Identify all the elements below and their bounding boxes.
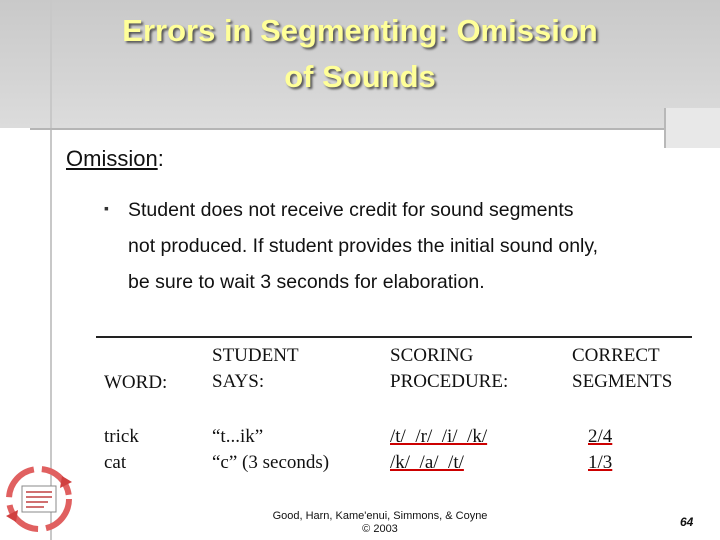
header-word: WORD:	[104, 372, 168, 393]
title-line-1: Errors in Segmenting: Omission	[122, 13, 598, 48]
header-student-line-1: STUDENT	[212, 345, 299, 366]
row-2-correct: 1/3	[588, 452, 613, 473]
bullet-line-3: be sure to wait 3 seconds for elaboration.	[128, 271, 485, 293]
bullet-line-1: Student does not receive credit for sound segments	[128, 199, 574, 221]
row-1-word: trick	[104, 426, 139, 447]
row-2-word: cat	[104, 452, 127, 473]
table-top-rule	[96, 336, 692, 338]
row-2-student-says: “c” (3 seconds)	[212, 452, 330, 473]
header-correct-line-2: SEGMENTS	[572, 371, 673, 392]
header-scoring-line-2: PROCEDURE:	[390, 371, 509, 392]
title-line-2: of Sounds	[284, 59, 436, 94]
heading	[66, 146, 164, 172]
heading-word: Omission	[66, 146, 158, 171]
footer-credit-line-1: Good, Harn, Kame'enui, Simmons, & Coyne	[272, 510, 488, 522]
decorative-vertical-line	[50, 0, 52, 540]
footer-credit	[250, 510, 510, 536]
bullet-text	[128, 192, 718, 300]
row-1-correct: 2/4	[588, 426, 613, 447]
footer-credit-line-2: © 2003	[362, 523, 398, 535]
header-correct	[572, 343, 672, 395]
header-student	[212, 343, 299, 395]
bullet-square-icon: ▪	[104, 200, 109, 216]
bullet-line-2: not produced. If student provides the initial sound only,	[128, 235, 599, 257]
heading-colon: :	[157, 146, 164, 171]
row-1-procedure: /t/ /r/ /i/ /k/	[390, 426, 488, 447]
circular-arrows-logo-icon	[2, 462, 76, 536]
row-2-procedure: /k/ /a/ /t/	[390, 452, 464, 473]
row-1-student-says: “t...ik”	[212, 426, 264, 447]
page-number: 64	[680, 515, 694, 529]
header-scoring	[390, 343, 508, 395]
slide-title	[60, 8, 660, 100]
decorative-horizontal-line	[30, 128, 670, 130]
header-correct-line-1: CORRECT	[572, 345, 660, 366]
header-scoring-line-1: SCORING	[390, 345, 474, 366]
decorative-corner-block	[664, 108, 720, 148]
header-student-line-2: SAYS:	[212, 371, 265, 392]
